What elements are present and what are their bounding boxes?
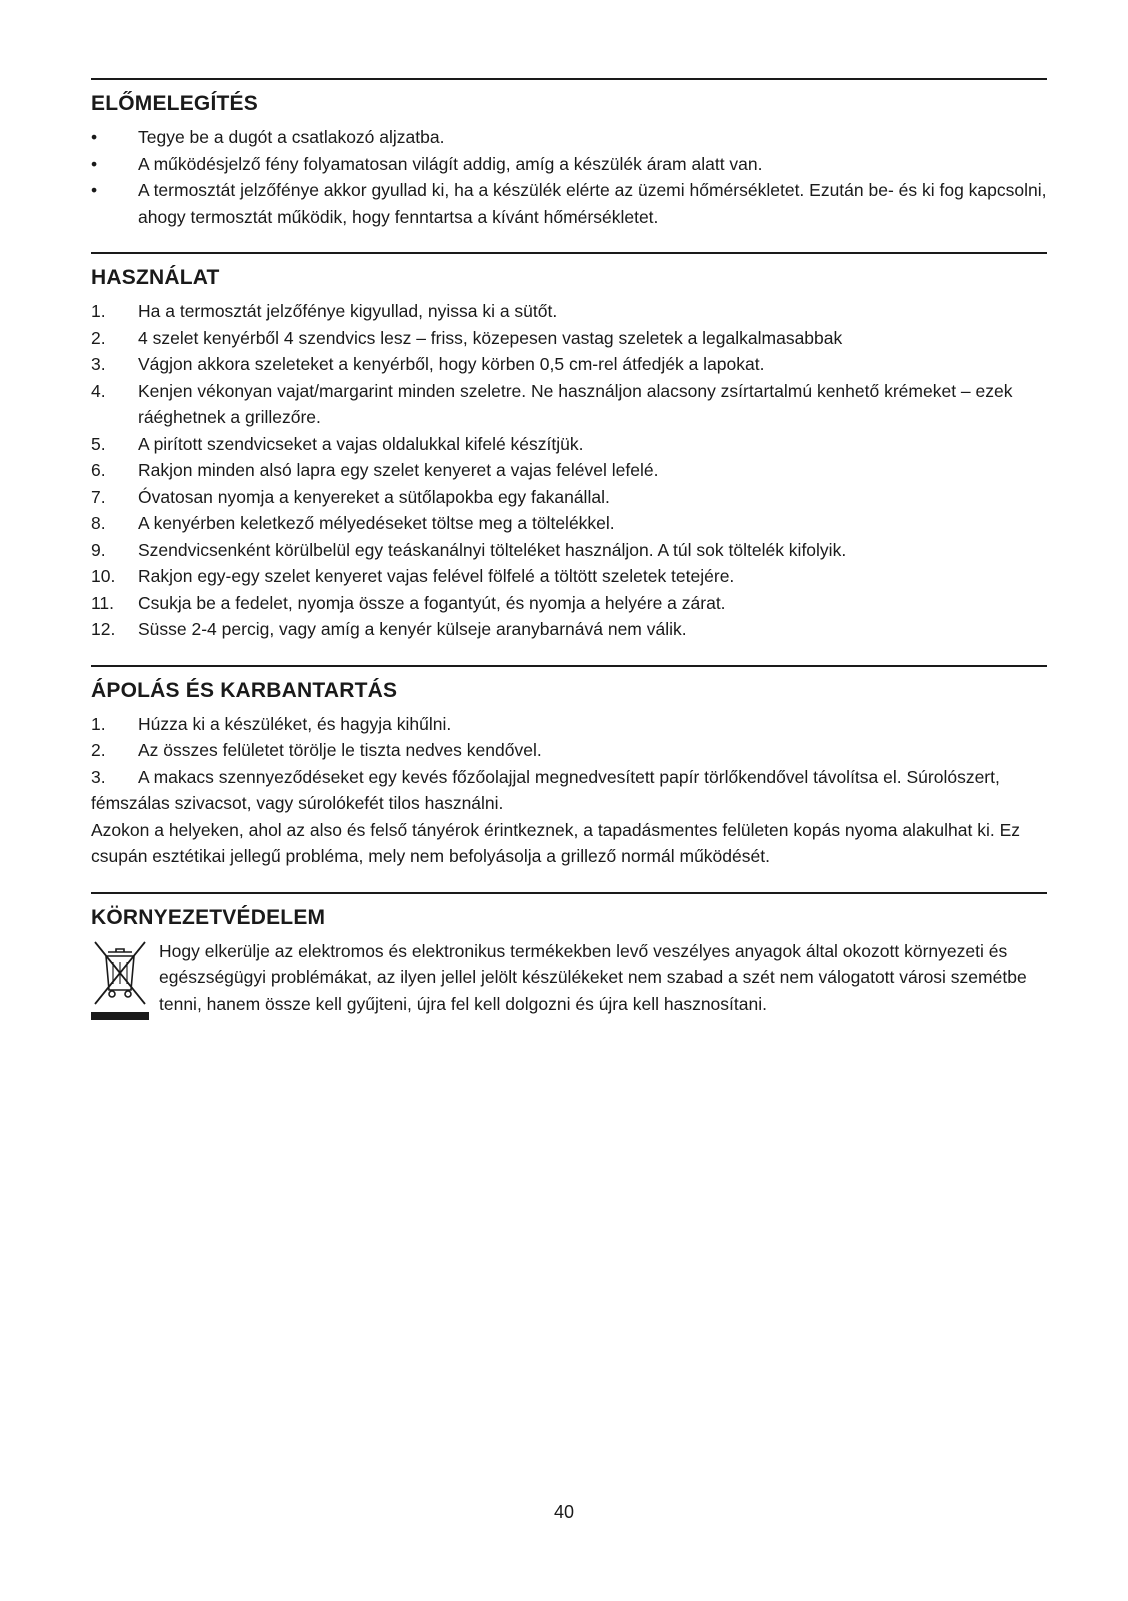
list-item-text: Rakjon minden alsó lapra egy szelet kenyeret a vajas felével lefelé. (138, 460, 659, 480)
list-item-marker: • (91, 180, 98, 200)
list-item-text: 4 szelet kenyérből 4 szendvics lesz – friss, közepesen vastag szeletek a legalkalmasabbak (138, 327, 843, 348)
environment-paragraph (91, 938, 1047, 1018)
care-list (91, 711, 1047, 764)
list-item-marker: 1. (91, 301, 106, 321)
list-item-text: A működésjelző fény folyamatosan világít addig, amíg a készülék áram alatt van. (138, 153, 763, 174)
list-item (91, 351, 1047, 378)
list-item (91, 124, 1047, 151)
list-item (91, 616, 1047, 643)
list-item-marker: 11. (91, 592, 115, 613)
usage-list (91, 298, 1047, 643)
section-environment (91, 892, 1047, 1018)
section-care (91, 665, 1047, 870)
list-item (91, 510, 1047, 537)
care-note: Azokon a helyeken, ahol az also és felső tányérok érintkeznek, a tapadásmentes felületen kopás nyoma alakulhat ki. Ez csupán esztétikai jellegű probléma, mely nem befolyásolja a grillező normál működését. (91, 819, 1021, 866)
list-item (91, 537, 1047, 564)
list-item-marker: 2. (91, 740, 106, 760)
environment-text: Hogy elkerülje az elektromos és elektronikus termékekben levő veszélyes anyagok által okozott környezeti és egészségügyi problémákat, az ilyen jellel jelölt készülékeket nem szabad a szét nem válogatott városi szemétbe tenni, hanem össze kell gyűjteni, újra fel kell dolgozni és újra kell hasznosítani. (159, 940, 1027, 1014)
list-item-marker: 8. (91, 513, 106, 533)
list-item (91, 457, 1047, 484)
preheat-list (91, 124, 1047, 230)
list-item (91, 737, 1047, 764)
section-title-care: ÁPOLÁS ÉS KARBANTARTÁS (91, 678, 398, 702)
list-item-marker: 6. (91, 460, 106, 480)
list-item-text: Szendvicsenként körülbelül egy teáskanálnyi tölteléket használjon. A túl sok töltelék kifolyik. (138, 539, 847, 560)
list-item-marker: 9. (91, 539, 106, 560)
list-item (91, 484, 1047, 511)
list-item-marker: 10. (91, 566, 116, 586)
list-item (91, 590, 1047, 617)
list-item (91, 431, 1047, 458)
list-item-marker: 12. (91, 619, 116, 639)
document-page (91, 78, 1047, 1039)
list-item-text: Az összes felületet törölje le tiszta nedves kendővel. (138, 740, 542, 760)
list-item (91, 177, 1047, 230)
list-item-text: Tegye be a dugót a csatlakozó aljzatba. (138, 127, 445, 147)
list-item-text: Húzza ki a készüléket, és hagyja kihűlni. (138, 713, 452, 734)
list-item-text: Süsse 2-4 percig, vagy amíg a kenyér külseje aranybarnává nem válik. (138, 619, 687, 639)
list-item-marker: 1. (91, 713, 106, 734)
list-item-marker: 3. (91, 354, 106, 374)
list-item-marker: 7. (91, 486, 106, 507)
list-item-marker: • (91, 153, 98, 174)
care-step-3 (91, 764, 1047, 817)
list-item (91, 325, 1047, 352)
list-item (91, 378, 1047, 431)
list-item-text: A kenyérben keletkező mélyedéseket töltse meg a töltelékkel. (138, 513, 615, 533)
care-step-3-number: 3. (91, 766, 106, 787)
list-item-text: Csukja be a fedelet, nyomja össze a fogantyút, és nyomja a helyére a zárat. (138, 592, 726, 613)
list-item-marker: 4. (91, 380, 106, 401)
section-title-usage: HASZNÁLAT (91, 266, 220, 289)
list-item-text: Rakjon egy-egy szelet kenyeret vajas felével fölfelé a töltött szeletek tetejére. (138, 566, 735, 586)
list-item-text: A termosztát jelzőfénye akkor gyullad ki, ha a készülék elérte az üzemi hőmérsékletet. Ezután be- és ki fog kapcsolni, ahogy termosztát működik, hogy fenntartsa a kívánt hőmérsékletet. (138, 180, 1047, 227)
section-usage (91, 252, 1047, 643)
weee-crossed-bin-icon (91, 940, 149, 1026)
list-item-marker: • (91, 127, 98, 147)
section-title-environment: KÖRNYEZETVÉDELEM (91, 905, 326, 929)
list-item (91, 151, 1047, 178)
list-item-marker: 2. (91, 327, 106, 348)
list-item (91, 298, 1047, 325)
section-preheat (91, 78, 1047, 230)
care-step-3-text: A makacs szennyeződéseket egy kevés főzőolajjal megnedvesített papír törlőkendővel távolítsa el. Súrolószert, fémszálas szivacsot, vagy súrolókefét tilos használni. (91, 766, 1000, 813)
section-title-preheat: ELŐMELEGÍTÉS (91, 92, 258, 115)
page-number: 40 (553, 1502, 575, 1522)
list-item-text: Vágjon akkora szeleteket a kenyérből, hogy körben 0,5 cm-rel átfedjék a lapokat. (138, 354, 765, 374)
list-item-marker: 5. (91, 433, 106, 454)
list-item (91, 711, 1047, 738)
list-item-text: Kenjen vékonyan vajat/margarint minden szeletre. Ne használjon alacsony zsírtartalmú kenhető krémeket – ezek ráéghetnek a grillezőre. (138, 380, 1013, 427)
list-item-text: Óvatosan nyomja a kenyereket a sütőlapokba egy fakanállal. (138, 486, 610, 507)
list-item (91, 563, 1047, 590)
list-item-text: A pirított szendvicseket a vajas oldalukkal kifelé készítjük. (138, 433, 584, 454)
list-item-text: Ha a termosztát jelzőfénye kigyullad, nyissa ki a sütőt. (138, 301, 558, 321)
